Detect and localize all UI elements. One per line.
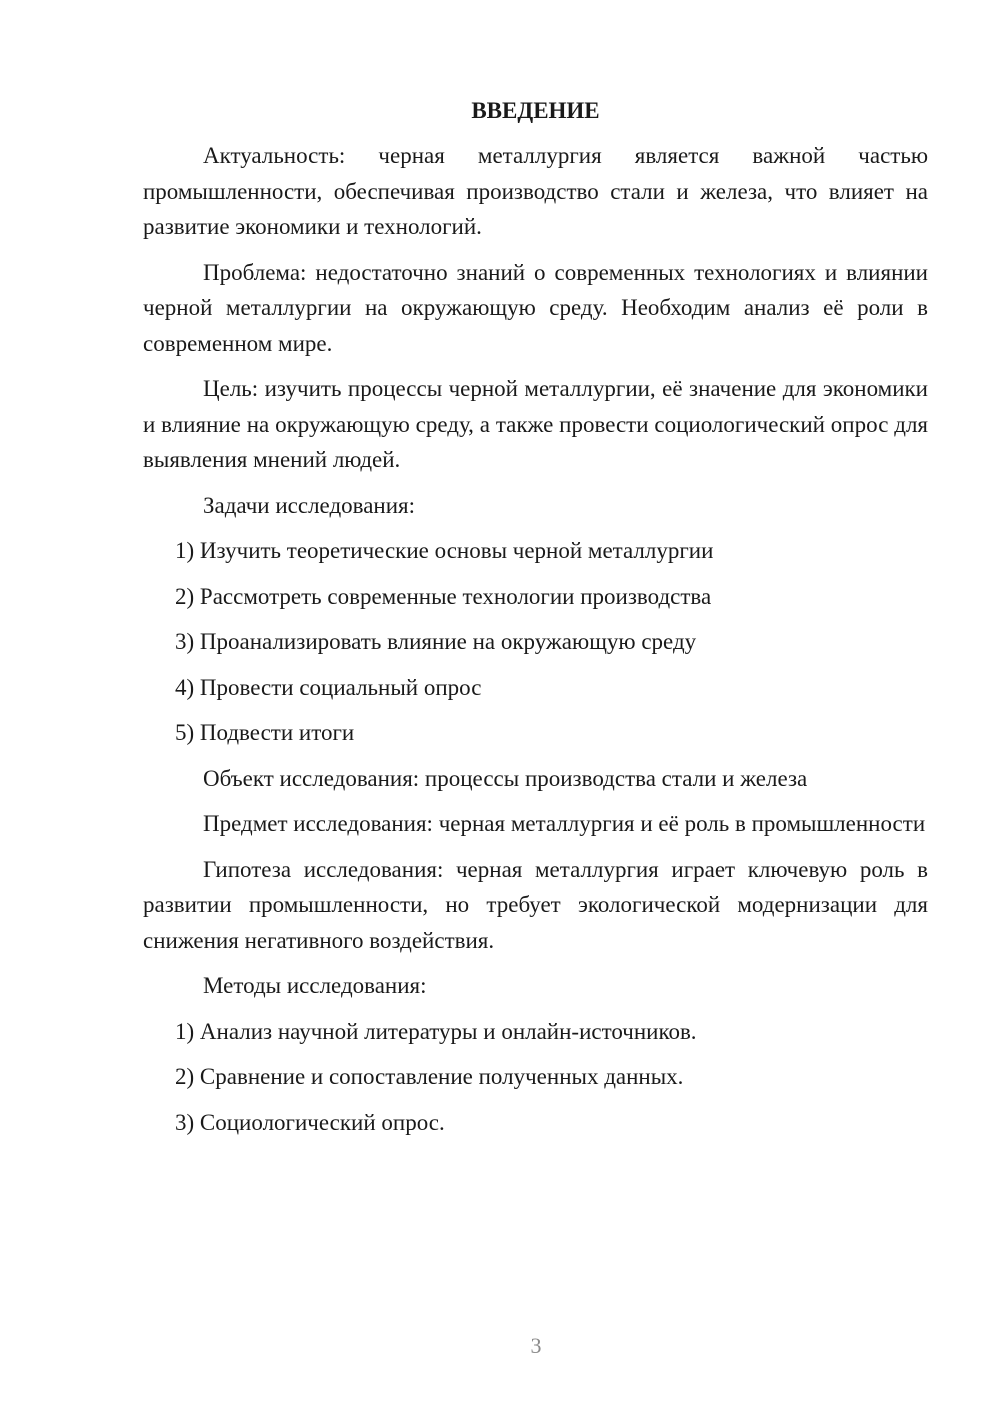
- methods-heading: Методы исследования:: [203, 973, 427, 998]
- hypothesis-paragraph: Гипотеза исследования: черная металлургия играет ключевую роль в развитии промышленности, но требует экологической модернизации для снижения негативного воздействия.: [143, 856, 928, 953]
- task-item-4: 4) Провести социальный опрос: [175, 674, 482, 700]
- task-item-2: 2) Рассмотреть современные технологии производства: [175, 583, 712, 609]
- tasks-heading: Задачи исследования:: [203, 492, 416, 518]
- method-item-1: 1) Анализ научной литературы и онлайн-источников.: [175, 1018, 697, 1044]
- page-number: 3: [530, 1333, 542, 1358]
- task-item-1: 1) Изучить теоретические основы черной металлургии: [175, 538, 714, 563]
- problem-paragraph: Проблема: недостаточно знаний о современных технологиях и влиянии черной металлургии на окружающую среду. Необходим анализ её роли в современном мире.: [143, 259, 928, 356]
- subject-paragraph: Предмет исследования: черная металлургия и её роль в промышленности: [203, 811, 926, 836]
- object-paragraph: Объект исследования: процессы производства стали и железа: [203, 765, 808, 791]
- task-item-5: 5) Подвести итоги: [175, 720, 355, 745]
- section-title: ВВЕДЕНИЕ: [471, 98, 600, 123]
- tasks-list: [143, 533, 928, 751]
- method-item-3: 3) Социологический опрос.: [175, 1109, 445, 1135]
- goal-paragraph: Цель: изучить процессы черной металлургии, её значение для экономики и влияние на окружающую среду, а также провести социологический опрос для выявления мнений людей.: [143, 376, 928, 472]
- method-item-2: 2) Сравнение и сопоставление полученных данных.: [175, 1064, 684, 1089]
- task-item-3: 3) Проанализировать влияние на окружающую среду: [175, 629, 697, 654]
- methods-list: [143, 1014, 928, 1141]
- relevance-paragraph: Актуальность: черная металлургия является важной частью промышленности, обеспечивая производство стали и железа, что влияет на развитие экономики и технологий.: [143, 143, 928, 239]
- page-content: [143, 95, 928, 1150]
